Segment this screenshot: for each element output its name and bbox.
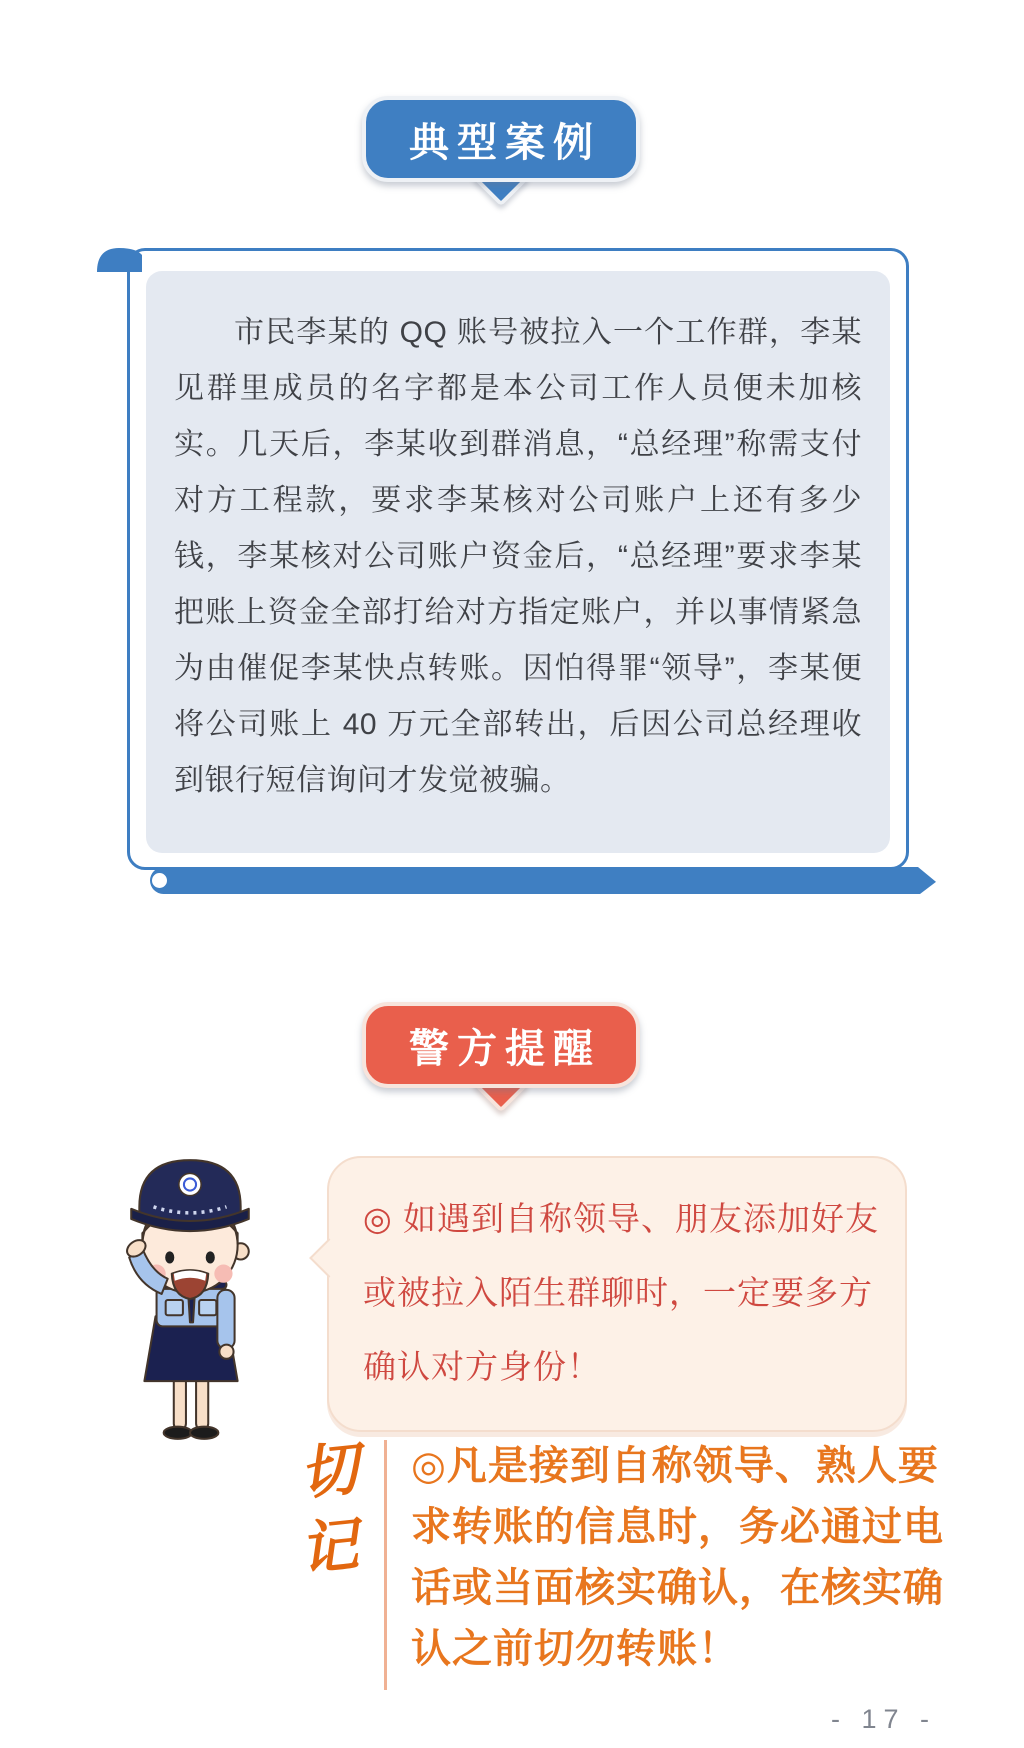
keynote-text: [411, 1436, 944, 1680]
case-text-panel: [146, 271, 890, 853]
speech-bubble-tail-icon: [309, 1238, 349, 1278]
keynote-line: 求转账的信息时，务必通过电: [411, 1505, 945, 1549]
bubble-line: ◎ 如遇到自称领导、朋友添加好友: [363, 1200, 879, 1237]
keynote-line: 认之前切勿转账！: [411, 1627, 740, 1671]
keynote-line: 话或当面核实确认，在核实确: [411, 1566, 945, 1610]
reminder-banner-title: 警方提醒: [409, 1025, 601, 1071]
reminder-banner-box: [362, 1002, 640, 1088]
reminder-banner: [362, 1002, 640, 1104]
case-paragraph: 市民李某的 QQ 账号被拉入一个工作群，李某见群里成员的名字都是本公司工作人员便未加核实。几天后，李某收到群消息，“总经理”称需支付对方工程款，要求李某核对公司账户上还有多少钱，李某核对公司账户资金后，“总经理”要求李某把账上资金全部打给对方指定账户，并以事情紧急为由催促李某快点转账。因怕得罪“领导”，李某便将公司账上 40 万元全部转出，后因公司总经理收到银行短信询问才发觉被骗。: [174, 316, 862, 797]
vertical-divider: [384, 1440, 387, 1690]
keynote-block: [296, 1436, 945, 1690]
case-banner-title: 典型案例: [409, 119, 601, 165]
case-card: [127, 248, 909, 870]
page-number: - 17 -: [830, 1704, 936, 1734]
case-banner-box: [362, 96, 640, 182]
police-officer-illustration: [108, 1146, 272, 1450]
keynote-label-char: 记: [296, 1512, 362, 1583]
speech-bubble: [327, 1156, 907, 1432]
bubble-line: 确认对方身份！: [363, 1348, 601, 1385]
keynote-label: [296, 1436, 362, 1583]
keynote-line: ◎凡是接到自称领导、熟人要: [411, 1444, 939, 1488]
keynote-label-char: 切: [296, 1436, 362, 1507]
scroll-bottom-bar-icon: [150, 867, 936, 894]
page-curl-icon: [94, 245, 146, 273]
case-banner: [362, 96, 640, 198]
bubble-line: 或被拉入陌生群聊时，一定要多方: [363, 1274, 873, 1311]
